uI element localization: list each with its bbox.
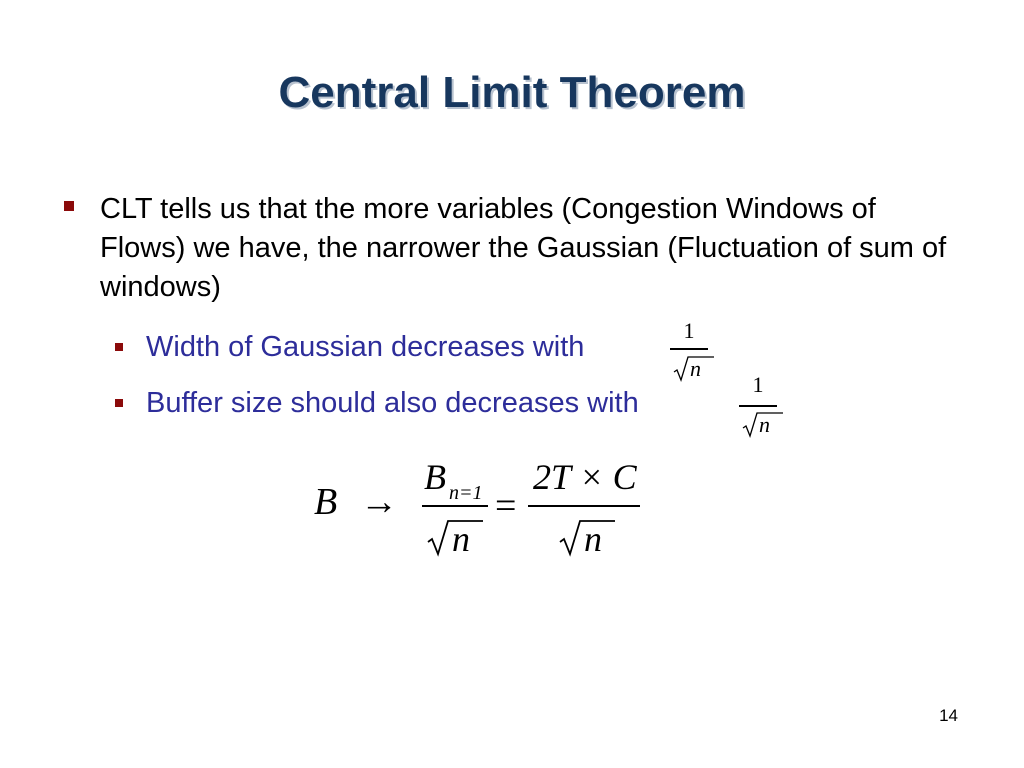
arrow-icon: →	[360, 481, 398, 523]
frac2-denominator: n	[584, 519, 602, 559]
frac1-denominator: n	[452, 519, 470, 559]
slide-title: Central Limit Theorem	[278, 68, 746, 117]
main-bullet-text: CLT tells us that the more variables (Congestion Windows of Flows) we have, the narrower the Gaussian (Fluctuation of sum of windows)	[100, 193, 947, 303]
page-number: 14	[939, 706, 958, 725]
sqrt-icon	[560, 520, 586, 556]
equation-lhs: B	[314, 481, 338, 523]
frac1-numerator-subscript: n=1	[449, 482, 483, 504]
fraction-bar	[422, 505, 488, 507]
fraction-denominator: n	[690, 356, 701, 381]
sub-bullet-text: Buffer size should also decreases with	[146, 387, 639, 419]
sub-bullet-text: Width of Gaussian decreases with	[146, 331, 585, 363]
fraction-numerator: 1	[752, 372, 764, 397]
sqrt-icon	[428, 520, 454, 556]
fraction-denominator: n	[759, 412, 770, 437]
fraction-bar	[528, 505, 640, 507]
frac1-numerator-var: B	[424, 457, 446, 497]
fraction-numerator: 1	[683, 318, 695, 343]
equals-sign: =	[495, 485, 517, 527]
frac2-numerator: 2T × C	[533, 457, 637, 497]
